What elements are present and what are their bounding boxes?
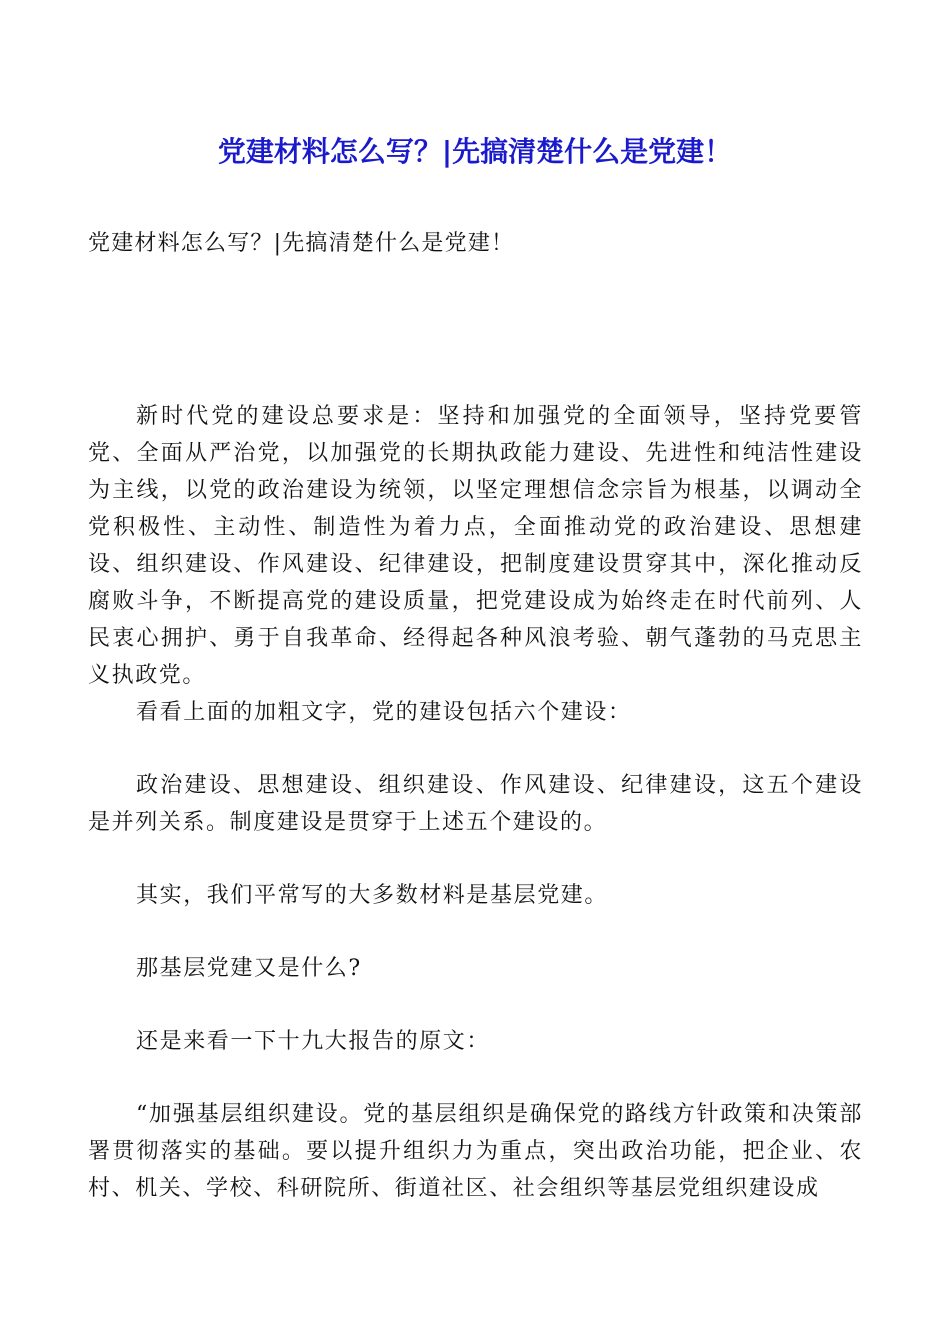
spacer: [88, 914, 863, 950]
spacer: [88, 731, 863, 767]
paragraph: 政治建设、思想建设、组织建设、作风建设、纪律建设，这五个建设是并列关系。制度建设是贯穿于上述五个建设的。: [88, 773, 863, 835]
paragraph: “加强基层组织建设。党的基层组织是确保党的路线方针政策和决策部署贯彻落实的基础。要以提升组织力为重点，突出政治功能，把企业、农村、机关、学校、科研院所、街道社区、社会组织等基层党组织建设成: [88, 1102, 863, 1201]
paragraph: 还是来看一下十九大报告的原文：: [136, 1029, 491, 1054]
spacer: [88, 987, 863, 1023]
paragraph: 那基层党建又是什么?: [136, 956, 362, 981]
document-subtitle: 党建材料怎么写？|先搞清楚什么是党建！: [88, 231, 515, 256]
spacer: [88, 262, 863, 398]
paragraph: 其实，我们平常写的大多数材料是基层党建。: [136, 883, 609, 908]
document-body: [88, 226, 863, 1207]
spacer: [88, 841, 863, 877]
paragraph: 看看上面的加粗文字，党的建设包括六个建设：: [136, 700, 632, 725]
paragraph: 新时代党的建设总要求是：坚持和加强党的全面领导，坚持党要管党、全面从严治党，以加强党的长期执政能力建设、先进性和纯洁性建设为主线，以党的政治建设为统领，以坚定理想信念宗旨为根基，以调动全党积极性、主动性、制造性为着力点，全面推动党的政治建设、思想建设、组织建设、作风建设、纪律建设，把制度建设贯穿其中，深化推动反腐败斗争，不断提高党的建设质量，把党建设成为始终走在时代前列、人民衷心拥护、勇于自我革命、经得起各种风浪考验、朝气蓬勃的马克思主义执政党。: [88, 404, 863, 688]
document-title: 党建材料怎么写？|先搞清楚什么是党建！: [217, 135, 733, 168]
spacer: [88, 1060, 863, 1096]
